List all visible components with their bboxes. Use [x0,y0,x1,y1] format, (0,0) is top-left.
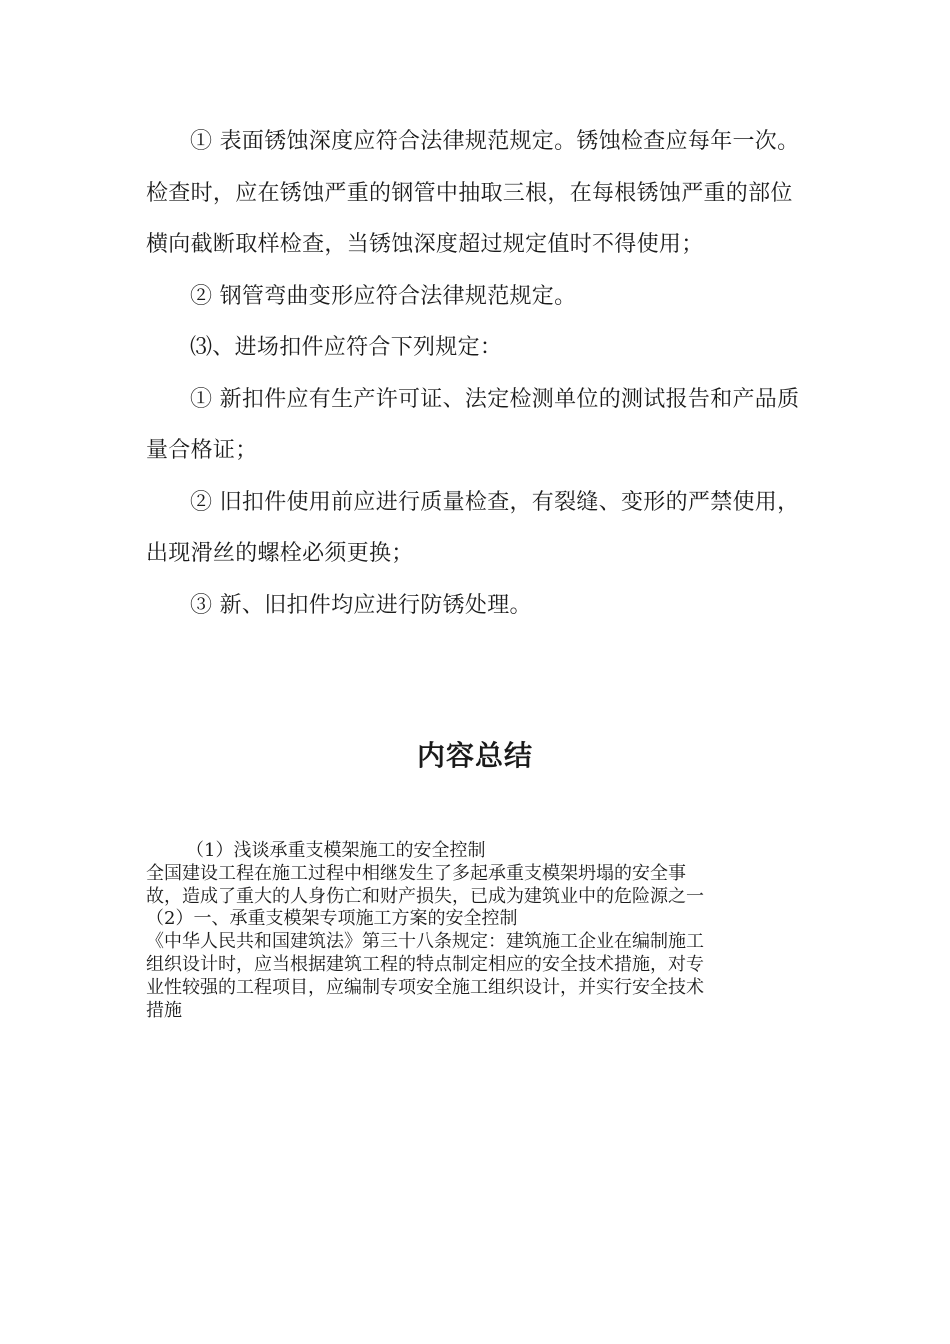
summary-line: （2）一、承重支模架专项施工方案的安全控制 [146,908,518,930]
summary-line: 故，造成了重大的人身伤亡和财产损失，已成为建筑业中的危险源之一 [146,885,704,907]
summary-line: 《中华人民共和国建筑法》第三十八条规定：建筑施工企业在编制施工 [146,931,704,953]
summary-title: 内容总结 [416,739,533,772]
paragraph-old-fastener-cont: 出现滑丝的螺栓必须更换； [146,541,414,566]
summary-text [146,840,806,1022]
paragraph-pipe-bending: ② 钢管弯曲变形应符合法律规范规定。 [190,283,577,309]
paragraph-rust-prevention: ③ 新、旧扣件均应进行防锈处理。 [190,592,532,618]
paragraph-new-fastener-cont: 量合格证； [146,438,258,463]
summary-line: 全国建设工程在施工过程中相继发生了多起承重支模架坍塌的安全事 [146,862,686,884]
summary-line: 措施 [146,999,182,1021]
summary-line: 组织设计时，应当根据建筑工程的特点制定相应的安全技术措施，对专 [146,953,704,975]
paragraph-old-fastener: ② 旧扣件使用前应进行质量检查，有裂缝、变形的严禁使用， [190,489,800,515]
body-text [146,116,806,631]
summary-line: （1）浅谈承重支模架施工的安全控制 [186,840,486,861]
paragraph-rust-check-cont: 检查时，应在锈蚀严重的钢管中抽取三根，在每根锈蚀严重的部位 [146,180,793,206]
paragraph-rust-check-cont-2: 横向截断取样检查，当锈蚀深度超过规定值时不得使用； [146,232,704,257]
paragraph-rust-depth: ① 表面锈蚀深度应符合法律规范规定。锈蚀检查应每年一次。 [190,129,800,154]
paragraph-fastener-heading: ⑶、进场扣件应符合下列规定： [190,335,503,360]
paragraph-new-fastener: ① 新扣件应有生产许可证、法定检测单位的测试报告和产品质 [190,386,800,412]
summary-line: 业性较强的工程项目，应编制专项安全施工组织设计，并实行安全技术 [146,976,704,998]
